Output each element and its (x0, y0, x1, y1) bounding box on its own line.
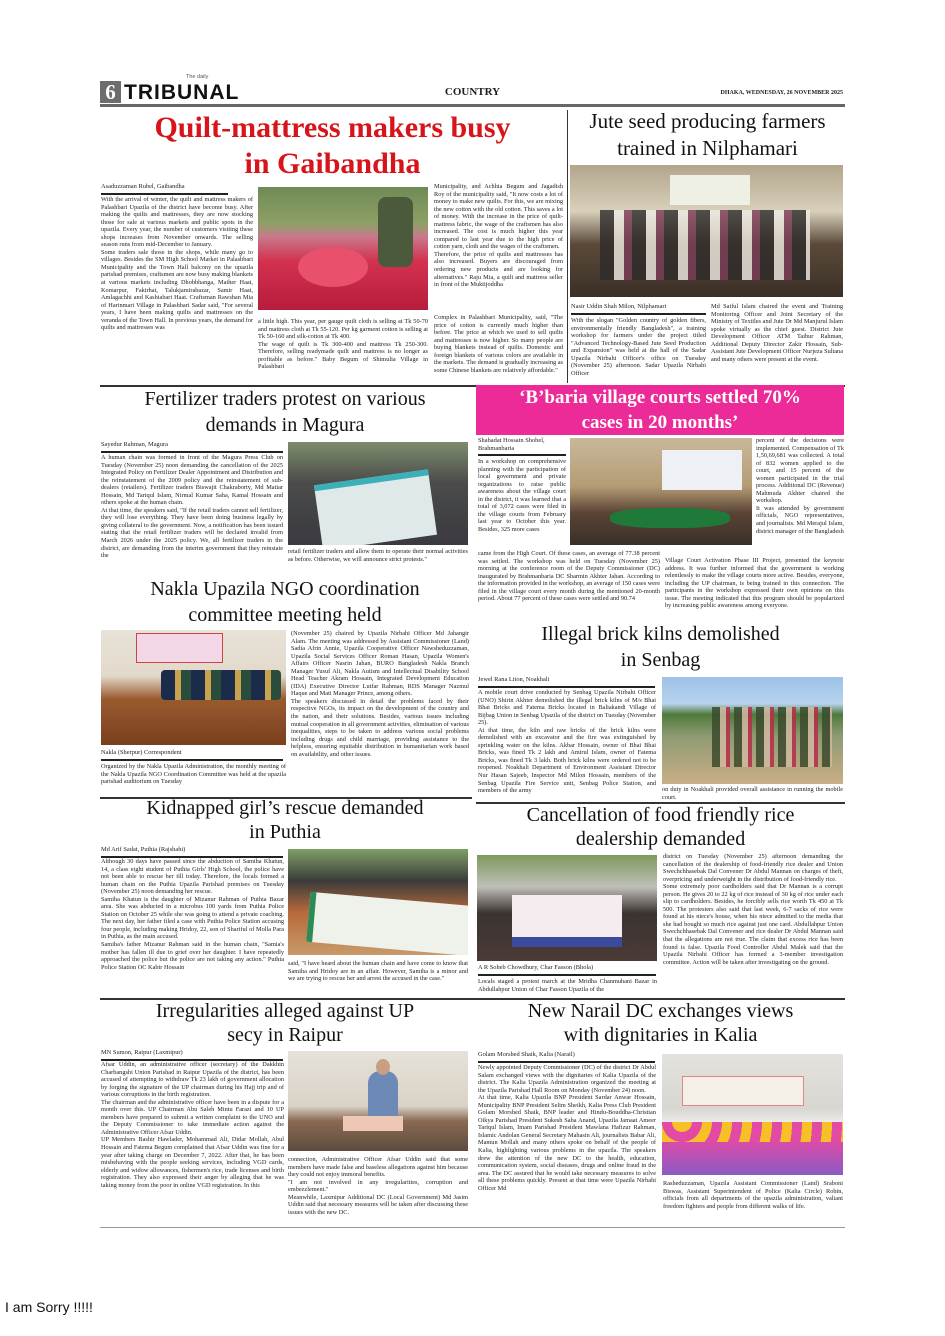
article-text: came from the High Court. Of these cases, an average of 77.38 percent was settled. The workshop was held on Tuesday (November 25) morning at the conference room of the Deputy Commissioner (DC) inaugurated by Brahmanbaria DC Sharmin Akhter Jahan. According to the information provided in the workshop, an average of 150 cases were filed in the village court every month during the mentioned 20-month period. About 77 percent of these cases were settled and 90.74 (478, 550, 660, 603)
byline-fertilizer: Sayedur Rahman, Magura (101, 441, 283, 453)
byline-kidnap: Md Arif Sadat, Puthia (Rajshahi) (101, 846, 283, 858)
photo-kidnap (288, 849, 468, 955)
headline-narail: New Narail DC exchanges views with dignitaries in Kalia (527, 1000, 794, 1046)
page-bottom-rule (100, 1227, 845, 1228)
article-text: Rasheduzzaman, Upazila Assistant Commissioner (Land) Sraboni Biswas, Assistant Superintendent of Police (Kalia Circle) Robin, officials from all departments of the upazila administration, valiant freedom fighters and people from different walks of life. (663, 1180, 843, 1210)
byline-bbaria: Shahadat Hossain Shohel, Brahmanbaria (478, 437, 566, 456)
byline-rice: A R Soheb Chowdhury, Char Fasson (Bhola) (478, 964, 656, 976)
article-text: (November 25) chaired by Upazila Nirbahi Officer Md Jahangir Alam. The meeting was addressed by Assistant Commissioner (Land) Sadia Afrin Annie, Upazila Cooperative Officer Nawsheduzzaman, Upazila Social Services Officer Roman Hasan, Upazila Women's Affairs Officer Nasrin Jahan, BURO Bangladesh Nakla Branch Manager Yusuf Ali, Nakla Autism and Intellectual Disability School Head Teacher Akram Hossain, Integrated Development Education (IDA) Executive Director Lutfar Rahman, RDS Manager Nazmul Haque and Mati Manager Prince, among others. The speakers discussed in detail the problems faced by their respective NGOs, its impact on the development of the country and the nation, and their solutions. Besides, various issues including mutual cooperation in all government activities, elimination of various inequalities, steps to be taken to address various social problems including drugs and child marriage, providing assistance to the helpless, ensuring equitable distribution in humanitarian work based on availability, and other issues. (291, 630, 469, 758)
photo-raipur (288, 1051, 468, 1151)
headline-rice: Cancellation of food friendly rice dealership demanded (526, 804, 795, 850)
byline-raipur: MN Sumon, Raipur (Laxmipur) (101, 1049, 283, 1061)
section-name: COUNTRY (444, 86, 501, 98)
issue-date: DHAKA, WEDNESDAY, 26 NOVEMBER 2025 (720, 90, 843, 96)
photo-jute (570, 165, 843, 297)
article-text: Newly appointed Deputy Commissioner (DC) of the district Dr Abdul Salam exchanged views with the dignitaries of Kalia Upazila of the district. The Kalia Upazila Administration organized the meeting at the Upazila Parishad Hall Room on Monday (November 24) noon. At that time, Kalia Upazila BNP President Sardar Anwar Hossain, Municipality BNP President Selim Sheikh, Kalia Press Club President Golam Morshed Shaik, BNP leader and Hindu-Bouddha-Christian Oikya Parishad President Sukesh Saha Anand, Upazila Jamaat Ameer Tariqul Islam, Imam Parishad President Mawlana Hafizur Rahman, Islamic Andolan General Secretary Mahasin Ali, journalists Babar Ali, Mamun Mollah and many others spoke on behalf of the people of Kalia, highlighting various problems in the upazila. The speakers drew the attention of the new DC to the health, education, communication system, social diseases, drugs and online fraud in the area. The DC assured that he would take necessary measures to solve all these problems quickly. Present at that time were Upazila Nirbahi Officer Md (478, 1064, 656, 1192)
photo-rice (477, 855, 657, 961)
photo-nakla (101, 630, 286, 745)
headline-fertilizer: Fertilizer traders protest on various demands in Magura (144, 388, 426, 436)
headline-bbaria-banner: ‘B’baria village courts settled 70% cases in 20 months’ (476, 385, 844, 435)
photo-fertilizer (288, 442, 468, 545)
article-text: connection, Administrative Officer Afsar Uddin said that some members have made false and baseless allegations against him because they could not enjoy immoral benefits. "I am not involved in any irregularities, corruption and embezzlement." Meanwhile, Laxmipur Additional DC (Local Government) Md Jasim Uddin said that necessary measures will be taken after discussing these issues with the new DC. (288, 1156, 468, 1216)
article-text: on duty in Noakhali provided overall assistance in running the mobile court. (662, 786, 843, 801)
article-text: retail fertilizer traders and allow them to operate their normal activities as before. Otherwise, we will announce strict protests." (288, 548, 468, 563)
header-rule (100, 104, 845, 107)
headline-brick: Illegal brick kilns demolished in Senbag (541, 623, 780, 671)
article-text: With the slogan "Golden country of golden fibers, environmentally friendly Bangladesh", a training workshop for farmers under the project titled "Advanced Technology-Based Jute Seed Production and Expansion" was held at the hall of the Sadar Upazila Nirbahi Officer's office on Tuesday (November 25) afternoon. Sadar Upazila Nirbahi Officer (571, 317, 706, 377)
article-text: Afsar Uddin, an administrative officer (secretary) of the Dakkhin Charbangshi Union Parishad in Raipur Upazila of the district, has been accused of attempting to withdraw Tk 23 lakh of government allocation by forging the signature of the UP chairman during his Hajj trip and of various corruptions in the birth registration. The chairman and the administrative officer have been in a dispute for a month over this. UP Chairman Abu Saleh Mintu Farazi and 10 UP members have prepared to submit a written complaint to the UNO and the Deputy Commissioner to take immediate action against the Administrative Officer Afsar Uddin. UP Members Bashir Hawlader, Mohammad Ali, Didar Mollah, Abul Hossain and Fatema Begum complained that Afsar Uddin was fine for a year after taking charge on December 7, 2022. After that, he has been misbehaving with the people seeking services, including VGD cards, elderly and widow allowances, fishermen's rice, trade licenses and birth registration. They also expressed their anger by alleging that he was taking money from the poor in online VGD registration. In this (101, 1061, 284, 1189)
article-text: district on Tuesday (November 25) afternoon demanding the cancellation of the dealership of food-friendly rice dealer and Union Swechchhasebak Dal Convener Dr Abdul Mannan on charges of theft, overpricing and underweight in the distribution of food-friendly rice. Some extremely poor cardholders said that Dr Mannan is a corrupt person. He gives 20 to 22 kg of rice instead of 30 kg of rice under each slip to cardholders. Besides, he forcibly sells rice worth Tk 450 at Tk 500. The protesters also said that last week, 6-7 sacks of rice were found at his niece's house, when his niece admitted to the media that she had bought so much rice against just one card. Abdullahpur Union Swechchhasebak Dal Convener and rice dealer Dr Abdul Mannan said that the allegations are not true. The claim that excess rice has been found is false. Upazila Food Controller Abdul Malek said that the Upazila Nirbahi Officer has formed a 3-member investigation committee. Action will be taken after investigating on the ground. (663, 853, 843, 966)
headline-nakla: Nakla Upazila NGO coordination committee meeting held (150, 578, 420, 626)
headline-jute: Jute seed producing farmers trained in Nilphamari (589, 109, 826, 160)
brand-name: TRIBUNAL (124, 81, 240, 104)
byline-brick: Jewel Rana Liton, Noakhali (478, 676, 655, 688)
article-text: percent of the decisions were implemented. Compensation of Tk 1,50,69,681 was collected. A total of 832 women applied to the court, and 15 percent of the women participated in the trial process. Additional DC (Revenue) Mahmuda Akhter chaired the workshop. It was attended by government officials, NGO representatives, and journalists. Md Merajul Islam, district manager of the Bangladesh (756, 437, 844, 535)
article-text: Municipality, and Achhia Begum and Jagadish Roy of the municipality said, "It now costs a lot of money to make new quilts. For this, we are mixing the new cotton with the old cotton. This saves a lot of money. With the increase in the price of quilt-mattress fabric, the wage of the craftsmen has also increased. The cost is much higher this year compared to last year due to the high price of cotton yarn, cloth and the wages of the craftsmen. Therefore, the price of quilts and mattresses has also increased. Buyers are discouraged from ordering new products and are looking for alternatives." Raju Mia, a quilt and mattress seller in front of the Muktijoddha (434, 183, 563, 289)
article-text: With the arrival of winter, the quilt and mattress makers of Palashbari Upazila of the district have become busy. After making the quilts and mattresses, they are now stocking those for sale at various markets and public spots in the upazila. Every year, the number of customers visiting these shops increases from November onwards. The selling season runs from mid-December to January. Some traders sale those in the shops, while many go to villages. Besides the SM High School Market in Palashbari Municipality and the Town Hall balcony on the upazila parishad premises, craftsmen are now busy making blankets at various markets including Dhobbhanga, Mather Haat, Komarpur, Fakirhat, Talukjamirabazar, Samir Haat, Amlagachhi and Kashiabari Haat. Craftsman Rawshan Mia of Harinmari Village in Palashbari Sadar said, "For several years, I have been making quilts and mattresses on the veranda of the Town Hall. In previous years, the demand for quilts and mattresses was (101, 196, 253, 332)
article-text: Md Saiful Islam chaired the event and Training Monitoring Officer and Joint Secretary of the Ministry of Textiles and Jute Dr Md Manjurul Islam spoke virtually as the chief guest. District Jute Development Officer ATM Taibur Rahman, Additional Deputy Director Zakir Hossain, Sub-Assistant Jute Development Officer Nurjeza Sultana and many others were present at the event. (711, 303, 843, 363)
column-divider (567, 110, 568, 383)
article-text: Village Court Activation Phase III Project, presented the keynote address. It was further informed that the government is working relentlessly to make the village courts more active. Besides, everyone, including the UP chairman, is being trained in this connection. The participants in the workshop expressed their own opinions on this issue. The meeting indicated that this program should be popularized by increasing public awareness among everyone. (665, 557, 844, 610)
headline-raipur: Irregularities alleged against UP secy in Raipur (155, 1000, 415, 1046)
article-text: said, "I have heard about the human chain and have come to know that Samiha and Hridoy are in an affair. However, Samiha is a minor and we are trying to rescue her and arrest the accused in the case." (288, 960, 468, 983)
brand-small: The daily (186, 74, 209, 80)
article-text: Locals staged a protest march at the Mridha Chanmuhani Bazar in Abdullahpur Union of Char Fasson Upazila of the (478, 978, 657, 993)
byline-quilt: Asaduzzaman Rubel, Gaibandha (101, 183, 228, 195)
article-text: A mobile court drive conducted by Senbag Upazila Nirbahi Officer (UNO) Shirin Akhter demolished the illegal brick kilns of M/s Bhai Bhai Bricks and Fatema Bricks located in Baliakandi Village of Bijbag Union in Senbag Upazila of the district on Tuesday (November 25). At that time, the kiln and raw bricks of the brick kilns were demolished with an excavator and the fire was extinguished by sprinkling water on the kilns. Akbar Hossain, owner of Bhai Bhai Bricks, was fined Tk 2 lakh and Amirul Islam, owner of Fatema Bricks, was fined Tk 3 lakh. Both brick kilns were ordered not to be reopened. Noakhali Department of Environment Assistant Director Nur Hasan Sajeeb, Inspector Md Milon Hossain, members of the Senbag Upazila Fire Service unit, Senbag Police Station, and members of the army (478, 689, 656, 795)
article-text: Although 30 days have passed since the abduction of Samiha Khatun, 14, a class eight student of Puthia Girls' High School, the police have not been able to rescue her till today. Therefore, the locals formed a human chain on the Puthia Upazila Parishad premises on Tuesday (November 25) noon demanding her rescue. Samiha Khatun is the daughter of Mizanur Rahman of Puthia Bazar area. She was abducted in a microbus 100 yards from Puthia Police Station on October 25 while she was going to attend a private coaching. The next day, her father filed a case with Puthia Police Station accusing four people, including making Hridoy, 22, son of Shariful of Molla Para in Puthia, as the main accused. Samiha's father Mizanur Rahman said in the human chain, "Samia's mother has fallen ill due to grief over her daughter. I have repeatedly approached the police but the police are not taking any action." Puthia Police Station OC Kabir Hossain (101, 858, 284, 971)
article-text: Organized by the Nakla Upazila Administration, the monthly meeting of the Nakla Upazila NGO Coordination Committee was held at the upazila parishad auditorium on Tuesday (101, 763, 286, 786)
article-text: A human chain was formed in front of the Magura Press Club on Tuesday (November 25) noon demanding the cancellation of the 2025 Integrated Policy on Fertilizer Dealer Appointment and Distribution and the reinstatement of the 2009 policy and the reinstatement of sub-dealers (retailers). Fertilizer traders Biswajit Chakraborty, Md Matiar Hossain, Md Tariqul Islam, Nirmal Kumar Saha, Kamal Hossain and others spoke at the human chain. At that time, the speakers said, "If the retail traders cannot sell fertilizer, they will lose everything. They have been doing business legally by giving collateral to the government. Now, a notification has been issued stating that the retail fertilizer traders will be declared invalid from March 2026 under the 2025 policy. We, all fertilizer traders in the district, are demanding from the interim government that they reinstate the (101, 454, 283, 560)
byline-jute: Nasir Uddin Shah Milon, Nilphamari (571, 303, 706, 315)
photo-quilt (258, 187, 428, 310)
photo-narail (662, 1054, 843, 1175)
footer-note: I am Sorry !!!!! (5, 1299, 93, 1315)
headline-kidnap: Kidnapped girl’s rescue demanded in Puthia (146, 797, 424, 843)
headline-quilt: Quilt-mattress makers busy in Gaibandha (154, 111, 511, 180)
article-text: Complex in Palashbari Municipality, said, "The price of cotton is currently much higher than before. The price at which we used to sell quilts and mattresses is now higher. So many people are buying blankets instead of quilts. Domestic and foreign blankets of various colors are available in the markets. The demand is gradually increasing as some Chinese blankets are relatively affordable." (434, 314, 563, 374)
article-text: In a workshop on comprehensive planning with the participation of local government and private organizations to raise public awareness about the village court in the district, it was learned that a total of 3,072 cases were filed in the village courts from February last year to October this year. Besides, 325 more cases (478, 458, 566, 533)
page-number: 6 (100, 81, 121, 103)
byline-narail: Golam Morshed Shaik, Kalia (Narail) (478, 1051, 655, 1063)
article-text: a little high. This year, per gauge quilt cloth is selling at Tk 50-70 and mattress cloth at Tk 55-120. Per kg garment cotton is selling at Tk 50-160 and silk-cotton at Tk 400. The wage of quilt is Tk 300-400 and mattress Tk 250-300. Therefore, selling readymade quilt and mattress is no longer as profitable as before." Baby Begum of Shimulia Village in Palashbari (258, 318, 428, 371)
photo-bbaria (570, 438, 752, 545)
photo-brick (662, 677, 843, 784)
byline-nakla: Nakla (Sherpur) Correspondent (101, 749, 283, 761)
